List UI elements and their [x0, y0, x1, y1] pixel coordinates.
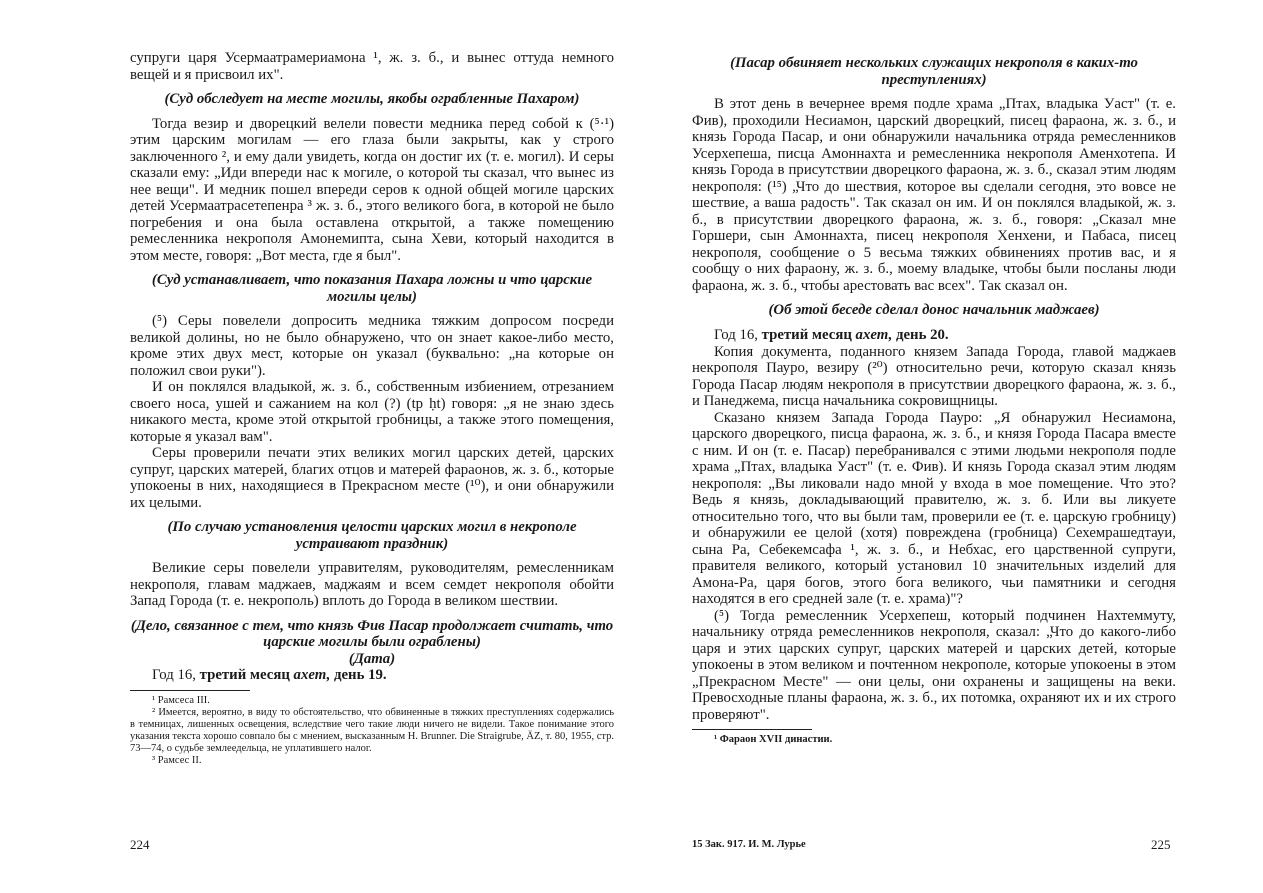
paragraph: (⁵) Серы повелели допросить медника тяжким допросом посреди великой долины, но не было обнаружено, что он знает какое-либо место, кроме этих двух мест, которые он указал (буквально: „на которые он положил свои руки").	[130, 313, 614, 379]
section-heading: (Суд обследует на месте могилы, якобы ограбленные Пахаром)	[164, 91, 580, 107]
paragraph: супруги царя Усермаатрамериамона ¹, ж. з. б., и вынес оттуда немного вещей и я присвоил их".	[130, 50, 614, 83]
section-heading: (По случаю установления целости царских могил в некрополе устраивают праздник)	[167, 519, 577, 552]
page-number: 224	[130, 837, 150, 852]
paragraph: В этот день в вечернее время подле храма „Птах, владыка Уаст" (т. е. Фив), проходили Несиамон, царский дворецкий, писец фараона, ж. з. б., и князь Города Пасар, и они обнаружили начальника отряда ремесленников Усерхепеша, писца Амоннахта и ремесленника некрополя Аменхотепа. И князь Города в присутствии дворецкого фараона, ж. з. б., сказал этим людям некрополя: (¹⁵) „Что до шествия, которое вы сделали сегодня, это вовсе не шествие, а ваша радость". Так сказал он им. И он поклялся владыкой, ж. з. б., в присутствии дворецкого фараона, ж. з. б., говоря: „Сказал мне Горшери, сын Амоннахта, писец некрополя Хенхени, и Пабаса, писец некрополя, сообщение о 5 весьма тяжких обвинениях против вас, и я сообщу о них фараону, ж. з. б., моему владыке, чтобы были посланы люди фараона, ж. з. б., чтобы арестовать вас всех". Так сказал он.	[692, 96, 1176, 294]
paragraph: Копия документа, поданного князем Запада Города, главой маджаев некрополя Пауро, везиру (²⁰) относительно речи, которую сказал князь Города Пасар людям некрополя в присутствии дворецкого фараона, ж. з. б., и Панеджема, писца начальника сокровищницы.	[692, 343, 1176, 409]
date-season: ахет,	[293, 667, 331, 683]
date-season: ахет,	[855, 326, 893, 343]
footnote: ² Имеется, вероятно, в виду то обстоятельство, что обвиненные в тяжких преступлениях содержались в темницах, лишенных освещения, вследствие чего такие люди ничего не видели. Такое понимание этого указания текста хорошо совпало бы с мнением, высказанным H. Brunner. Die Straigrube, ÄZ, т. 80, 1955, стр. 73—74, о судьбе землеедельца, не уплатившего налог.	[130, 707, 614, 754]
footnote-divider	[130, 690, 250, 691]
date-day: день 20.	[892, 326, 949, 343]
footnote: ¹ Рамсеса III.	[152, 695, 210, 706]
date-year: Год 16,	[152, 667, 200, 683]
date-month: третий месяц	[199, 667, 294, 683]
footnote: ¹ Фараон XVII династии.	[714, 734, 833, 745]
left-page	[0, 0, 631, 893]
left-text-column	[130, 50, 614, 767]
paragraph: (⁵) Тогда ремесленник Усерхепеш, который подчинен Нахтеммуту, начальнику отряда ремесленников некрополя, сказал: „Что до какого-либо царя и этих царских супруг, царских матерей и царских детей, которые упокоены в этом великом и почтенном некрополе, которые упокоены в этом „Прекрасном Месте" — они целы, они охранены и защищены на веки. Превосходные планы фараона, ж. з. б., их потомка, охраняют их и их строго проверяют".	[692, 607, 1176, 723]
date-heading: (Дата)	[348, 650, 396, 667]
paragraph: Сказано князем Запада Города Пауро: „Я обнаружил Несиамона, царского дворецкого, писца фараона, ж. з. б., и князя Города Пасара вместе с ним. И он (т. е. Пасар) перебранивался с этими людьми некрополя подле храма „Птах, владыка Уаст" (т. е. Фив). И князь Города сказал этим людям некрополя: „Вы ликовали надо мной у входа в мое помещение. Что это? Ведь я князь, докладывающий правителю, ж. з. б. Или вы ликуете относительно того, что вы были там, проверили ее (т. е. царскую гробницу) и обнаружили ее целой (хотя) повреждена (гробница) Сехемрашедтауи, сына Ра, Себекемсафа ¹, ж. з. б., и Небхас, его царственной супруги, правителя великого, который установил 10 значительных изделий для Амона-Ра, царя богов, этого бога великого, чьи памятники и сегодня находятся в его средней зале (т. е. храма)"?	[692, 409, 1176, 607]
date-line	[130, 667, 614, 684]
date-month: третий месяц	[761, 326, 856, 343]
footnote: ³ Рамсес II.	[152, 755, 202, 766]
paragraph: Великие серы повелели управителям, руководителям, ремесленникам некрополя, главам маджаев, маджаям и всем семдет некрополя обойти Запад Города (т. е. некрополь) вплоть до Города в великом шествии.	[130, 560, 614, 609]
paragraph: И он поклялся владыкой, ж. з. б., собственным избиением, отрезанием своего носа, ушей и сажанием на кол (?) (tp ḥt) говоря: „я не знаю здесь никакого места, кроме этой открытой гробницы, а также этого помещения, которые я указал вам".	[130, 379, 614, 445]
page-number: 225	[1151, 837, 1171, 852]
section-heading: (Пасар обвиняет нескольких служащих некрополя в каких-то преступлениях)	[730, 55, 1138, 88]
section-heading: (Об этой беседе сделал донос начальник маджаев)	[768, 302, 1100, 318]
date-line	[692, 327, 1176, 344]
paragraph: Серы проверили печати этих великих могил царских детей, царских супруг, царских матерей, благих отцов и матерей фараонов, ж. з. б., которые упокоены в них, находящиеся в Прекрасном месте (¹⁰), и они обнаружили их целыми.	[130, 445, 614, 511]
right-page	[631, 0, 1263, 893]
date-year: Год 16,	[714, 326, 762, 343]
section-heading: (Суд устанавливает, что показания Пахара ложны и что царские могилы целы)	[151, 272, 593, 305]
paragraph: Тогда везир и дворецкий велели повести медника перед собой к (⁵·¹) этим царским могилам — его глаза были закрыты, как у строго заключенного ², и ему дали увидеть, когда он достиг их (т. е. могил). И серы сказали ему: „Иди впереди нас к могиле, о которой ты сказал, что вынес из нее вещи". И медник пошел впереди серов к одной общей могиле царских детей Усермаатрасетепенра ³ ж. з. б., этого великого бога, в которой не было погребения и она была оставлена открытой, а также помещению ремесленника некрополя Амонемипта, сына Хеви, который находится в этом месте, говоря: „Вот места, где я был".	[130, 115, 614, 264]
date-day: день 19.	[330, 667, 387, 683]
printer-signature: 15 Зак. 917. И. М. Лурье	[692, 839, 806, 850]
section-heading: (Дело, связанное с тем, что князь Фив Пасар продолжает считать, что царские могилы были ограблены)	[130, 617, 614, 650]
footnote-divider	[692, 729, 812, 730]
right-text-column	[692, 55, 1176, 746]
